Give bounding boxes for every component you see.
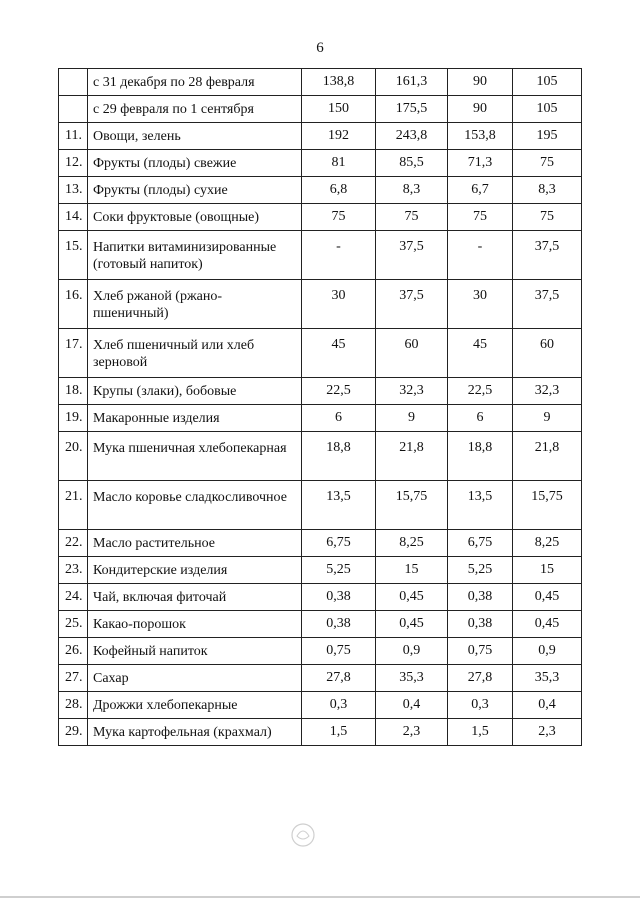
value-cell: 1,5 [302,719,376,746]
value-cell: 0,45 [513,611,582,638]
table-row [59,69,582,96]
product-name: Мука картофельная (крахмал) [88,719,302,746]
value-cell: 2,3 [376,719,448,746]
value-cell: 0,45 [513,584,582,611]
row-number [59,96,88,123]
table-row [59,481,582,530]
product-name: с 29 февраля по 1 сентября [88,96,302,123]
value-cell: 37,5 [376,231,448,280]
value-cell: 105 [513,96,582,123]
value-cell: 85,5 [376,150,448,177]
bottom-rule [0,896,640,898]
value-cell: 6,7 [448,177,513,204]
table-row [59,432,582,481]
value-cell: 0,4 [376,692,448,719]
table-row [59,405,582,432]
value-cell: 138,8 [302,69,376,96]
product-name: Чай, включая фиточай [88,584,302,611]
product-name: Макаронные изделия [88,405,302,432]
value-cell: 35,3 [376,665,448,692]
value-cell: 0,4 [513,692,582,719]
product-name: Кофейный напиток [88,638,302,665]
value-cell: 75 [513,204,582,231]
value-cell: - [302,231,376,280]
value-cell: 192 [302,123,376,150]
value-cell: 0,45 [376,584,448,611]
value-cell: 18,8 [302,432,376,481]
page-number: 6 [316,40,324,56]
value-cell: 9 [513,405,582,432]
value-cell: 105 [513,69,582,96]
row-number: 22. [59,530,88,557]
row-number: 28. [59,692,88,719]
value-cell: 6 [448,405,513,432]
value-cell: 0,45 [376,611,448,638]
emblem-icon [288,820,318,850]
value-cell: 150 [302,96,376,123]
value-cell: 8,25 [376,530,448,557]
value-cell: 45 [302,329,376,378]
product-name: Сахар [88,665,302,692]
table-row [59,692,582,719]
product-name: Фрукты (плоды) сухие [88,177,302,204]
value-cell: 0,75 [448,638,513,665]
row-number: 16. [59,280,88,329]
table-row [59,150,582,177]
value-cell: 22,5 [302,378,376,405]
value-cell: 75 [376,204,448,231]
value-cell: 8,25 [513,530,582,557]
value-cell: 75 [513,150,582,177]
value-cell: 5,25 [448,557,513,584]
value-cell: 22,5 [448,378,513,405]
value-cell: 195 [513,123,582,150]
value-cell: 0,38 [302,611,376,638]
value-cell: 1,5 [448,719,513,746]
value-cell: 153,8 [448,123,513,150]
value-cell: 243,8 [376,123,448,150]
product-name: Дрожжи хлебопекарные [88,692,302,719]
value-cell: - [448,231,513,280]
value-cell: 8,3 [513,177,582,204]
value-cell: 60 [513,329,582,378]
value-cell: 6,75 [302,530,376,557]
value-cell: 81 [302,150,376,177]
value-cell: 8,3 [376,177,448,204]
value-cell: 161,3 [376,69,448,96]
value-cell: 2,3 [513,719,582,746]
row-number [59,69,88,96]
product-name: Мука пшеничная хлебопекарная [88,432,302,481]
product-name: с 31 декабря по 28 февраля [88,69,302,96]
value-cell: 6 [302,405,376,432]
value-cell: 15,75 [513,481,582,530]
table-row [59,530,582,557]
row-number: 23. [59,557,88,584]
table-row [59,329,582,378]
value-cell: 15 [513,557,582,584]
row-number: 15. [59,231,88,280]
table-row [59,378,582,405]
table-row [59,557,582,584]
value-cell: 15,75 [376,481,448,530]
row-number: 13. [59,177,88,204]
value-cell: 27,8 [302,665,376,692]
row-number: 27. [59,665,88,692]
value-cell: 60 [376,329,448,378]
value-cell: 0,3 [448,692,513,719]
value-cell: 21,8 [513,432,582,481]
row-number: 12. [59,150,88,177]
value-cell: 6,75 [448,530,513,557]
value-cell: 15 [376,557,448,584]
value-cell: 13,5 [448,481,513,530]
row-number: 25. [59,611,88,638]
product-name: Хлеб ржаной (ржано-пшеничный) [88,280,302,329]
product-name: Фрукты (плоды) свежие [88,150,302,177]
table-body [59,69,582,746]
value-cell: 37,5 [513,231,582,280]
value-cell: 35,3 [513,665,582,692]
table-row [59,96,582,123]
row-number: 18. [59,378,88,405]
table-row [59,177,582,204]
value-cell: 21,8 [376,432,448,481]
table-row [59,204,582,231]
value-cell: 30 [448,280,513,329]
value-cell: 71,3 [448,150,513,177]
value-cell: 45 [448,329,513,378]
value-cell: 27,8 [448,665,513,692]
row-number: 29. [59,719,88,746]
value-cell: 0,9 [376,638,448,665]
product-name: Масло коровье сладкосливочное [88,481,302,530]
table-row [59,231,582,280]
product-name: Крупы (злаки), бобовые [88,378,302,405]
product-name: Кондитерские изделия [88,557,302,584]
value-cell: 0,38 [448,611,513,638]
value-cell: 90 [448,69,513,96]
nutrition-norms-table [58,68,582,746]
table-row [59,611,582,638]
value-cell: 0,3 [302,692,376,719]
row-number: 11. [59,123,88,150]
table-row [59,665,582,692]
row-number: 14. [59,204,88,231]
table-row [59,123,582,150]
value-cell: 37,5 [513,280,582,329]
product-name: Хлеб пшеничный или хлеб зерновой [88,329,302,378]
row-number: 17. [59,329,88,378]
table-row [59,584,582,611]
value-cell: 9 [376,405,448,432]
value-cell: 32,3 [513,378,582,405]
value-cell: 37,5 [376,280,448,329]
table-row [59,280,582,329]
value-cell: 32,3 [376,378,448,405]
product-name: Соки фруктовые (овощные) [88,204,302,231]
value-cell: 75 [448,204,513,231]
table-row [59,719,582,746]
product-name: Напитки витаминизированные (готовый напиток) [88,231,302,280]
row-number: 20. [59,432,88,481]
row-number: 24. [59,584,88,611]
value-cell: 75 [302,204,376,231]
value-cell: 6,8 [302,177,376,204]
product-name: Масло растительное [88,530,302,557]
row-number: 26. [59,638,88,665]
value-cell: 0,38 [302,584,376,611]
value-cell: 5,25 [302,557,376,584]
value-cell: 0,9 [513,638,582,665]
row-number: 19. [59,405,88,432]
value-cell: 175,5 [376,96,448,123]
value-cell: 13,5 [302,481,376,530]
product-name: Овощи, зелень [88,123,302,150]
value-cell: 90 [448,96,513,123]
value-cell: 0,75 [302,638,376,665]
value-cell: 18,8 [448,432,513,481]
table-row [59,638,582,665]
product-name: Какао-порошок [88,611,302,638]
value-cell: 0,38 [448,584,513,611]
row-number: 21. [59,481,88,530]
value-cell: 30 [302,280,376,329]
